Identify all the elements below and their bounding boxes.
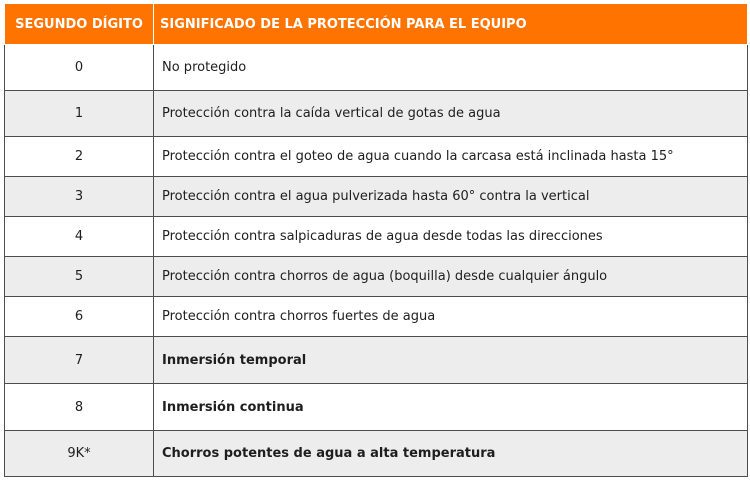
digit-cell: 6 — [5, 297, 154, 337]
meaning-cell: Inmersión continua — [154, 384, 748, 431]
digit-cell: 2 — [5, 137, 154, 177]
table-row — [5, 337, 748, 384]
digit-cell: 7 — [5, 337, 154, 384]
meaning-cell: No protegido — [154, 45, 748, 91]
digit-cell: 1 — [5, 91, 154, 137]
header-meaning: SIGNIFICADO DE LA PROTECCIÓN PARA EL EQUIPO — [154, 4, 748, 45]
digit-cell: 3 — [5, 177, 154, 217]
table-row — [5, 431, 748, 477]
table-row — [5, 257, 748, 297]
digit-cell: 9K* — [5, 431, 154, 477]
meaning-cell: Protección contra salpicaduras de agua desde todas las direcciones — [154, 217, 748, 257]
header-row — [5, 4, 748, 45]
meaning-cell: Inmersión temporal — [154, 337, 748, 384]
digit-cell: 5 — [5, 257, 154, 297]
ip-protection-table — [4, 3, 748, 477]
table-row — [5, 217, 748, 257]
digit-cell: 4 — [5, 217, 154, 257]
meaning-cell: Chorros potentes de agua a alta temperatura — [154, 431, 748, 477]
table-row — [5, 137, 748, 177]
table-row — [5, 45, 748, 91]
meaning-cell: Protección contra chorros fuertes de agua — [154, 297, 748, 337]
digit-cell: 0 — [5, 45, 154, 91]
table-row — [5, 384, 748, 431]
meaning-cell: Protección contra el agua pulverizada hasta 60° contra la vertical — [154, 177, 748, 217]
table-row — [5, 91, 748, 137]
header-second-digit: SEGUNDO DÍGITO — [5, 4, 154, 45]
table-row — [5, 297, 748, 337]
meaning-cell: Protección contra chorros de agua (boquilla) desde cualquier ángulo — [154, 257, 748, 297]
digit-cell: 8 — [5, 384, 154, 431]
table-row — [5, 177, 748, 217]
meaning-cell: Protección contra la caída vertical de gotas de agua — [154, 91, 748, 137]
meaning-cell: Protección contra el goteo de agua cuando la carcasa está inclinada hasta 15° — [154, 137, 748, 177]
